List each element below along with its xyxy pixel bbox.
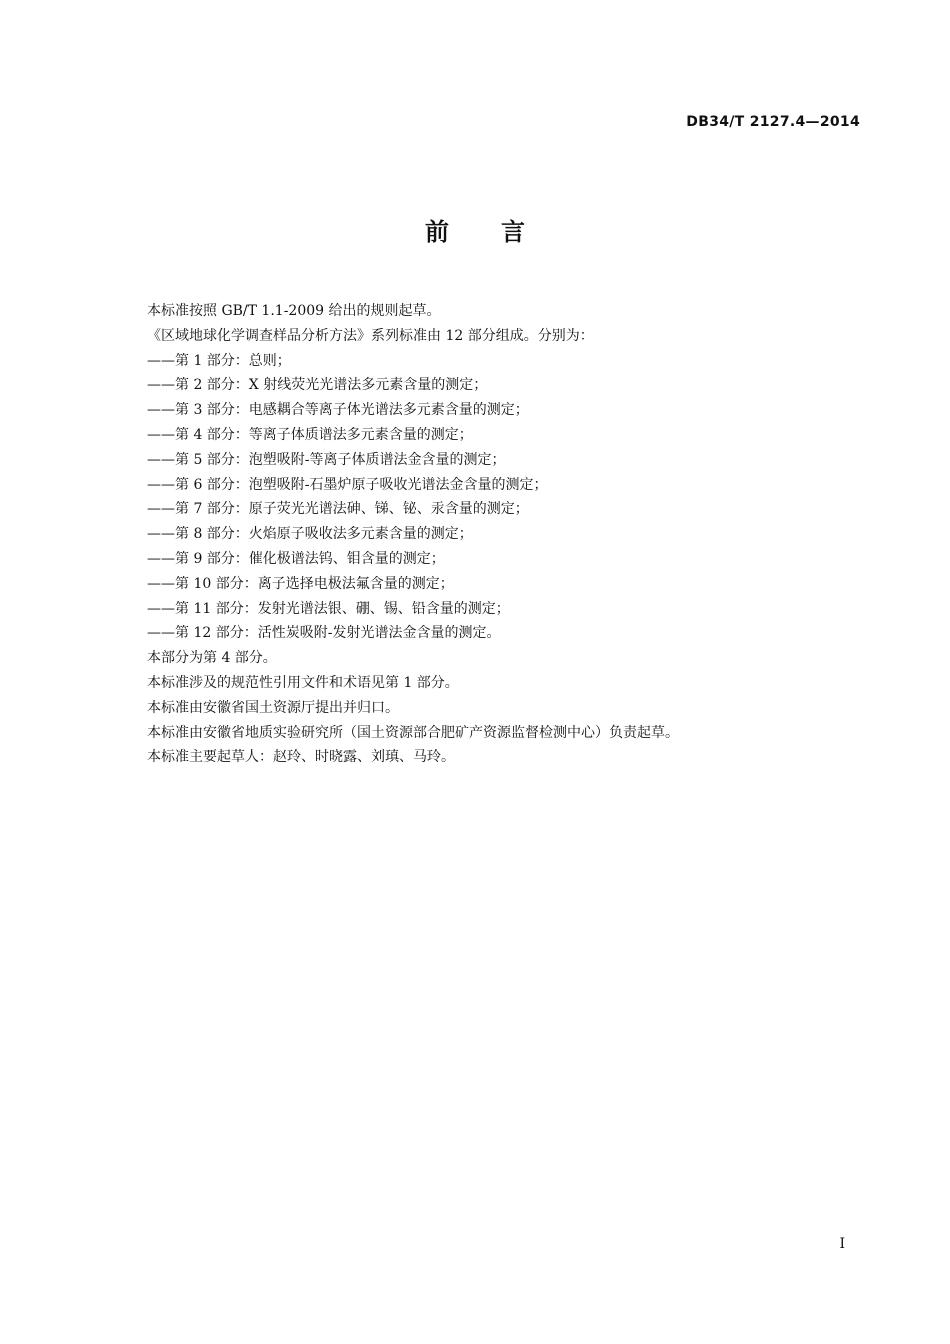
proposer-paragraph: 本标准由安徽省国土资源厅提出并归口。 (147, 699, 399, 716)
part-list-item: ——第 11 部分：发射光谱法银、硼、锡、铅含量的测定； (147, 600, 510, 617)
part-list-item: ——第 9 部分：催化极谱法钨、钼含量的测定； (147, 550, 445, 567)
drafting-unit-paragraph: 本标准由安徽省地质实验研究所（国土资源部合肥矿产资源监督检测中心）负责起草。 (147, 724, 679, 741)
foreword-body (147, 299, 890, 770)
part-list-item: ——第 3 部分：电感耦合等离子体光谱法多元素含量的测定； (147, 402, 529, 419)
part-list-item: ——第 6 部分：泡塑吸附-石墨炉原子吸收光谱法金含量的测定； (147, 476, 548, 493)
page-title (0, 212, 950, 247)
part-list-item: ——第 8 部分：火焰原子吸收法多元素含量的测定； (147, 526, 473, 543)
title-char-1: 前 (425, 218, 449, 246)
part-list-item: ——第 2 部分：X 射线荧光光谱法多元素含量的测定； (147, 377, 488, 394)
part-list-item: ——第 12 部分：活性炭吸附-发射光谱法金含量的测定。 (147, 625, 501, 642)
part-list-item: ——第 10 部分：离子选择电极法氟含量的测定； (147, 575, 454, 592)
page-number: I (839, 1236, 845, 1252)
part-list-item: ——第 1 部分：总则； (147, 352, 291, 369)
part-list-item: ——第 5 部分：泡塑吸附-等离子体质谱法金含量的测定； (147, 451, 506, 468)
drafters-paragraph: 本标准主要起草人：赵玲、时晓露、刘瑱、马玲。 (147, 749, 455, 766)
title-char-2: 言 (501, 218, 525, 246)
part-list-item: ——第 7 部分：原子荧光光谱法砷、锑、铋、汞含量的测定； (147, 501, 529, 518)
current-part-paragraph: 本部分为第 4 部分。 (147, 650, 277, 667)
series-intro-paragraph: 《区域地球化学调查样品分析方法》系列标准由 12 部分组成。分别为： (147, 327, 594, 344)
references-paragraph: 本标准涉及的规范性引用文件和术语见第 1 部分。 (147, 674, 459, 691)
part-list-item: ——第 4 部分：等离子体质谱法多元素含量的测定； (147, 426, 473, 443)
standard-code: DB34/T 2127.4—2014 (686, 114, 860, 130)
drafting-rule-paragraph: 本标准按照 GB/T 1.1-2009 给出的规则起草。 (147, 303, 441, 319)
